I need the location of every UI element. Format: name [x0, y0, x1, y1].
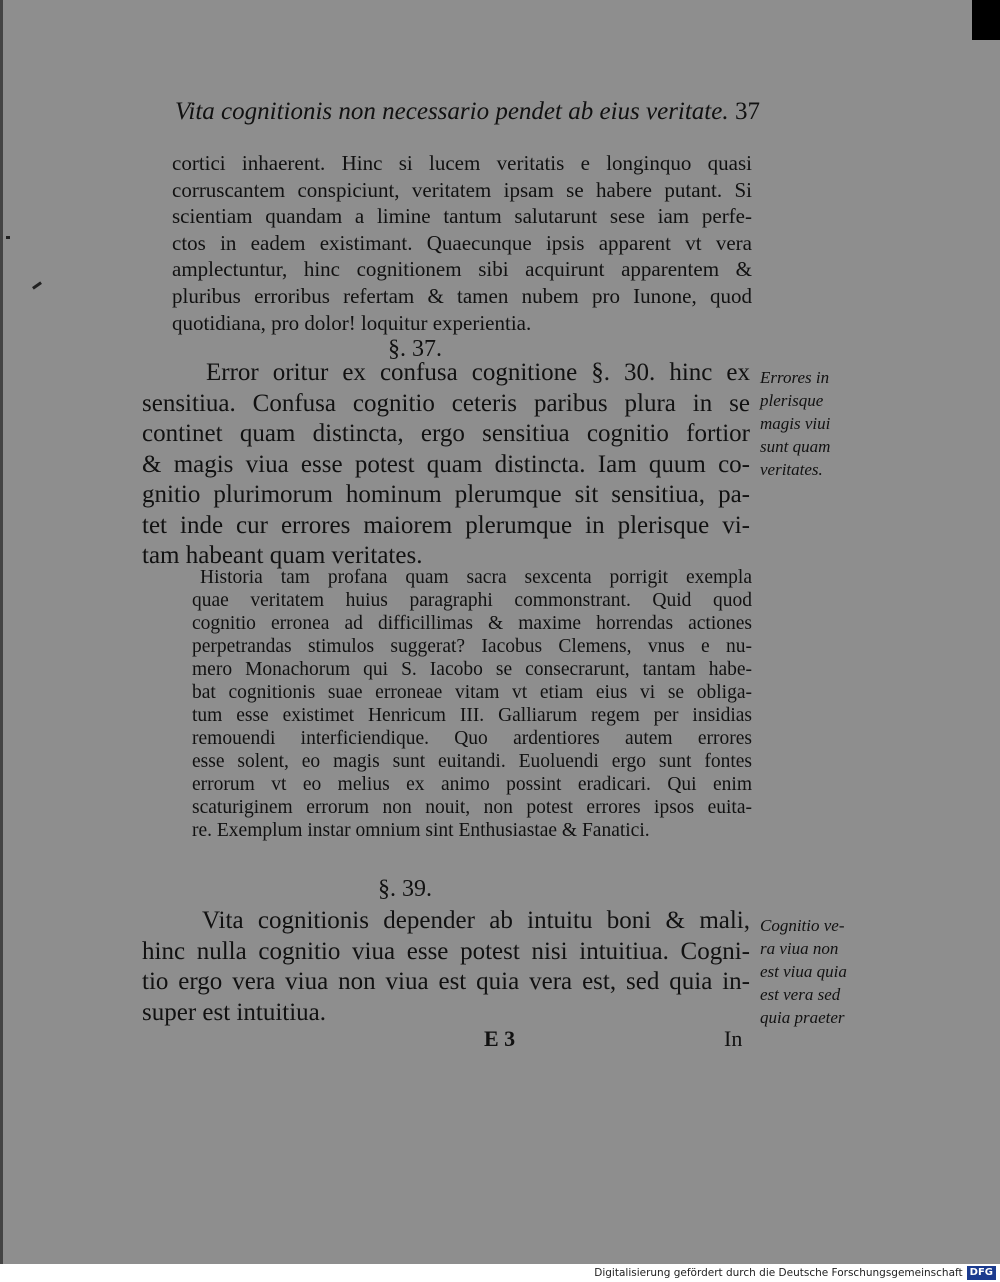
- margin-line: plerisque: [760, 391, 824, 410]
- text-line: perpetrandas stimulos suggerat? Iacobus Clemens, vnus e nu-: [192, 636, 752, 657]
- dfg-logo: DFG: [967, 1266, 996, 1280]
- scan-corner: [972, 0, 1000, 40]
- text-line: corruscantem conspiciunt, veritatem ipsam se habere putant. Si: [172, 177, 752, 202]
- margin-line: Cognitio ve-: [760, 916, 845, 935]
- scan-speck: [6, 236, 10, 239]
- text-line: cognitio erronea ad difficillimas & maxime horrendas actiones: [192, 613, 752, 634]
- section-heading: §. 37.: [388, 336, 442, 362]
- footer-credit: Digitalisierung gefördert durch die Deutsche Forschungsgemeinschaft: [594, 1267, 963, 1279]
- text-line: Error oritur ex confusa cognitione §. 30. hinc ex: [206, 359, 750, 386]
- text-line: esse solent, eo magis sunt euitandi. Euoluendi ergo sunt fontes: [192, 751, 752, 772]
- text-line: continet quam distincta, ergo sensitiua cognitio fortior: [142, 420, 750, 447]
- page-edge: [0, 0, 3, 1264]
- text-line: quotidiana, pro dolor! loquitur experientia.: [172, 310, 532, 335]
- text-line: cortici inhaerent. Hinc si lucem veritatis e longinquo quasi: [172, 151, 752, 175]
- text-line: quae veritatem huius paragraphi commonstrant. Quid quod: [192, 590, 752, 611]
- text-line: tio ergo vera viua non viua est quia vera est, sed quia in-: [142, 968, 750, 995]
- margin-line: quia praeter: [760, 1008, 845, 1027]
- margin-line: sunt quam: [760, 437, 831, 456]
- margin-line: magis viui: [760, 414, 831, 433]
- margin-line: Errores in: [760, 368, 830, 387]
- section-paragraph: [142, 906, 750, 1028]
- text-line: tet inde cur errores maiorem plerumque in plerisque vi-: [142, 511, 750, 539]
- margin-line: veritates.: [760, 460, 823, 479]
- footer-bar: [0, 1264, 1000, 1282]
- scan-speck: [32, 281, 42, 289]
- section-heading: §. 39.: [378, 876, 432, 902]
- text-line: errorum vt eo melius ex animo possint eradicari. Qui enim: [192, 774, 752, 795]
- margin-note: [760, 366, 870, 481]
- text-line: super est intuitiua.: [142, 998, 326, 1026]
- text-line: mero Monachorum qui S. Iacobo se consecrarunt, tantam habe-: [192, 659, 752, 680]
- text-line: pluribus erroribus refertam & tamen nubem pro Iunone, quod: [172, 283, 752, 308]
- page-number: 37: [735, 98, 760, 125]
- margin-line: est vera sed: [760, 985, 841, 1004]
- running-title: Vita cognitionis non necessario pendet ab eius veritate.: [175, 98, 729, 125]
- text-line: Historia tam profana quam sacra sexcenta porrigit exempla: [200, 567, 752, 588]
- text-line: Vita cognitionis depender ab intuitu boni & mali,: [202, 907, 750, 934]
- text-line: tam habeant quam veritates.: [142, 542, 423, 569]
- text-line: bat cognitionis suae erroneae vitam vt etiam eius vi se obliga-: [192, 682, 752, 703]
- text-line: hinc nulla cognitio viua esse potest nisi intuitiua. Cogni-: [142, 937, 750, 965]
- text-line: re. Exemplum instar omnium sint Enthusiastae & Fanatici.: [192, 820, 650, 841]
- annotation-paragraph: [192, 566, 752, 842]
- paragraph-continued: [172, 150, 752, 336]
- signature-mark: E 3: [484, 1026, 516, 1051]
- text-line: ctos in eadem existimant. Quaecunque ipsis apparent vt vera: [172, 230, 752, 255]
- text-line: sensitiua. Confusa cognitio ceteris paribus plura in se: [142, 389, 750, 417]
- text-line: amplectuntur, hinc cognitionem sibi acquirunt apparentem &: [172, 257, 752, 282]
- section-paragraph: [142, 358, 750, 572]
- text-line: remouendi interficiendique. Quo ardentiores autem errores: [192, 728, 752, 749]
- text-line: & magis viua esse potest quam distincta. Iam quum co-: [142, 450, 750, 478]
- text-line: gnitio plurimorum hominum plerumque sit sensitiua, pa-: [142, 481, 750, 508]
- margin-line: ra viua non: [760, 939, 839, 958]
- margin-line: est viua quia: [760, 962, 847, 981]
- text-line: scientiam quandam a limine tantum salutarunt sese iam perfe-: [172, 204, 752, 229]
- margin-note: [760, 914, 870, 1029]
- running-head: [175, 98, 760, 126]
- text-line: tum esse existimet Henricum III. Galliarum regem per insidias: [192, 705, 752, 726]
- catchword: In: [724, 1026, 743, 1051]
- text-line: scaturiginem errorum non nouit, non potest errores ipsos euita-: [192, 797, 752, 818]
